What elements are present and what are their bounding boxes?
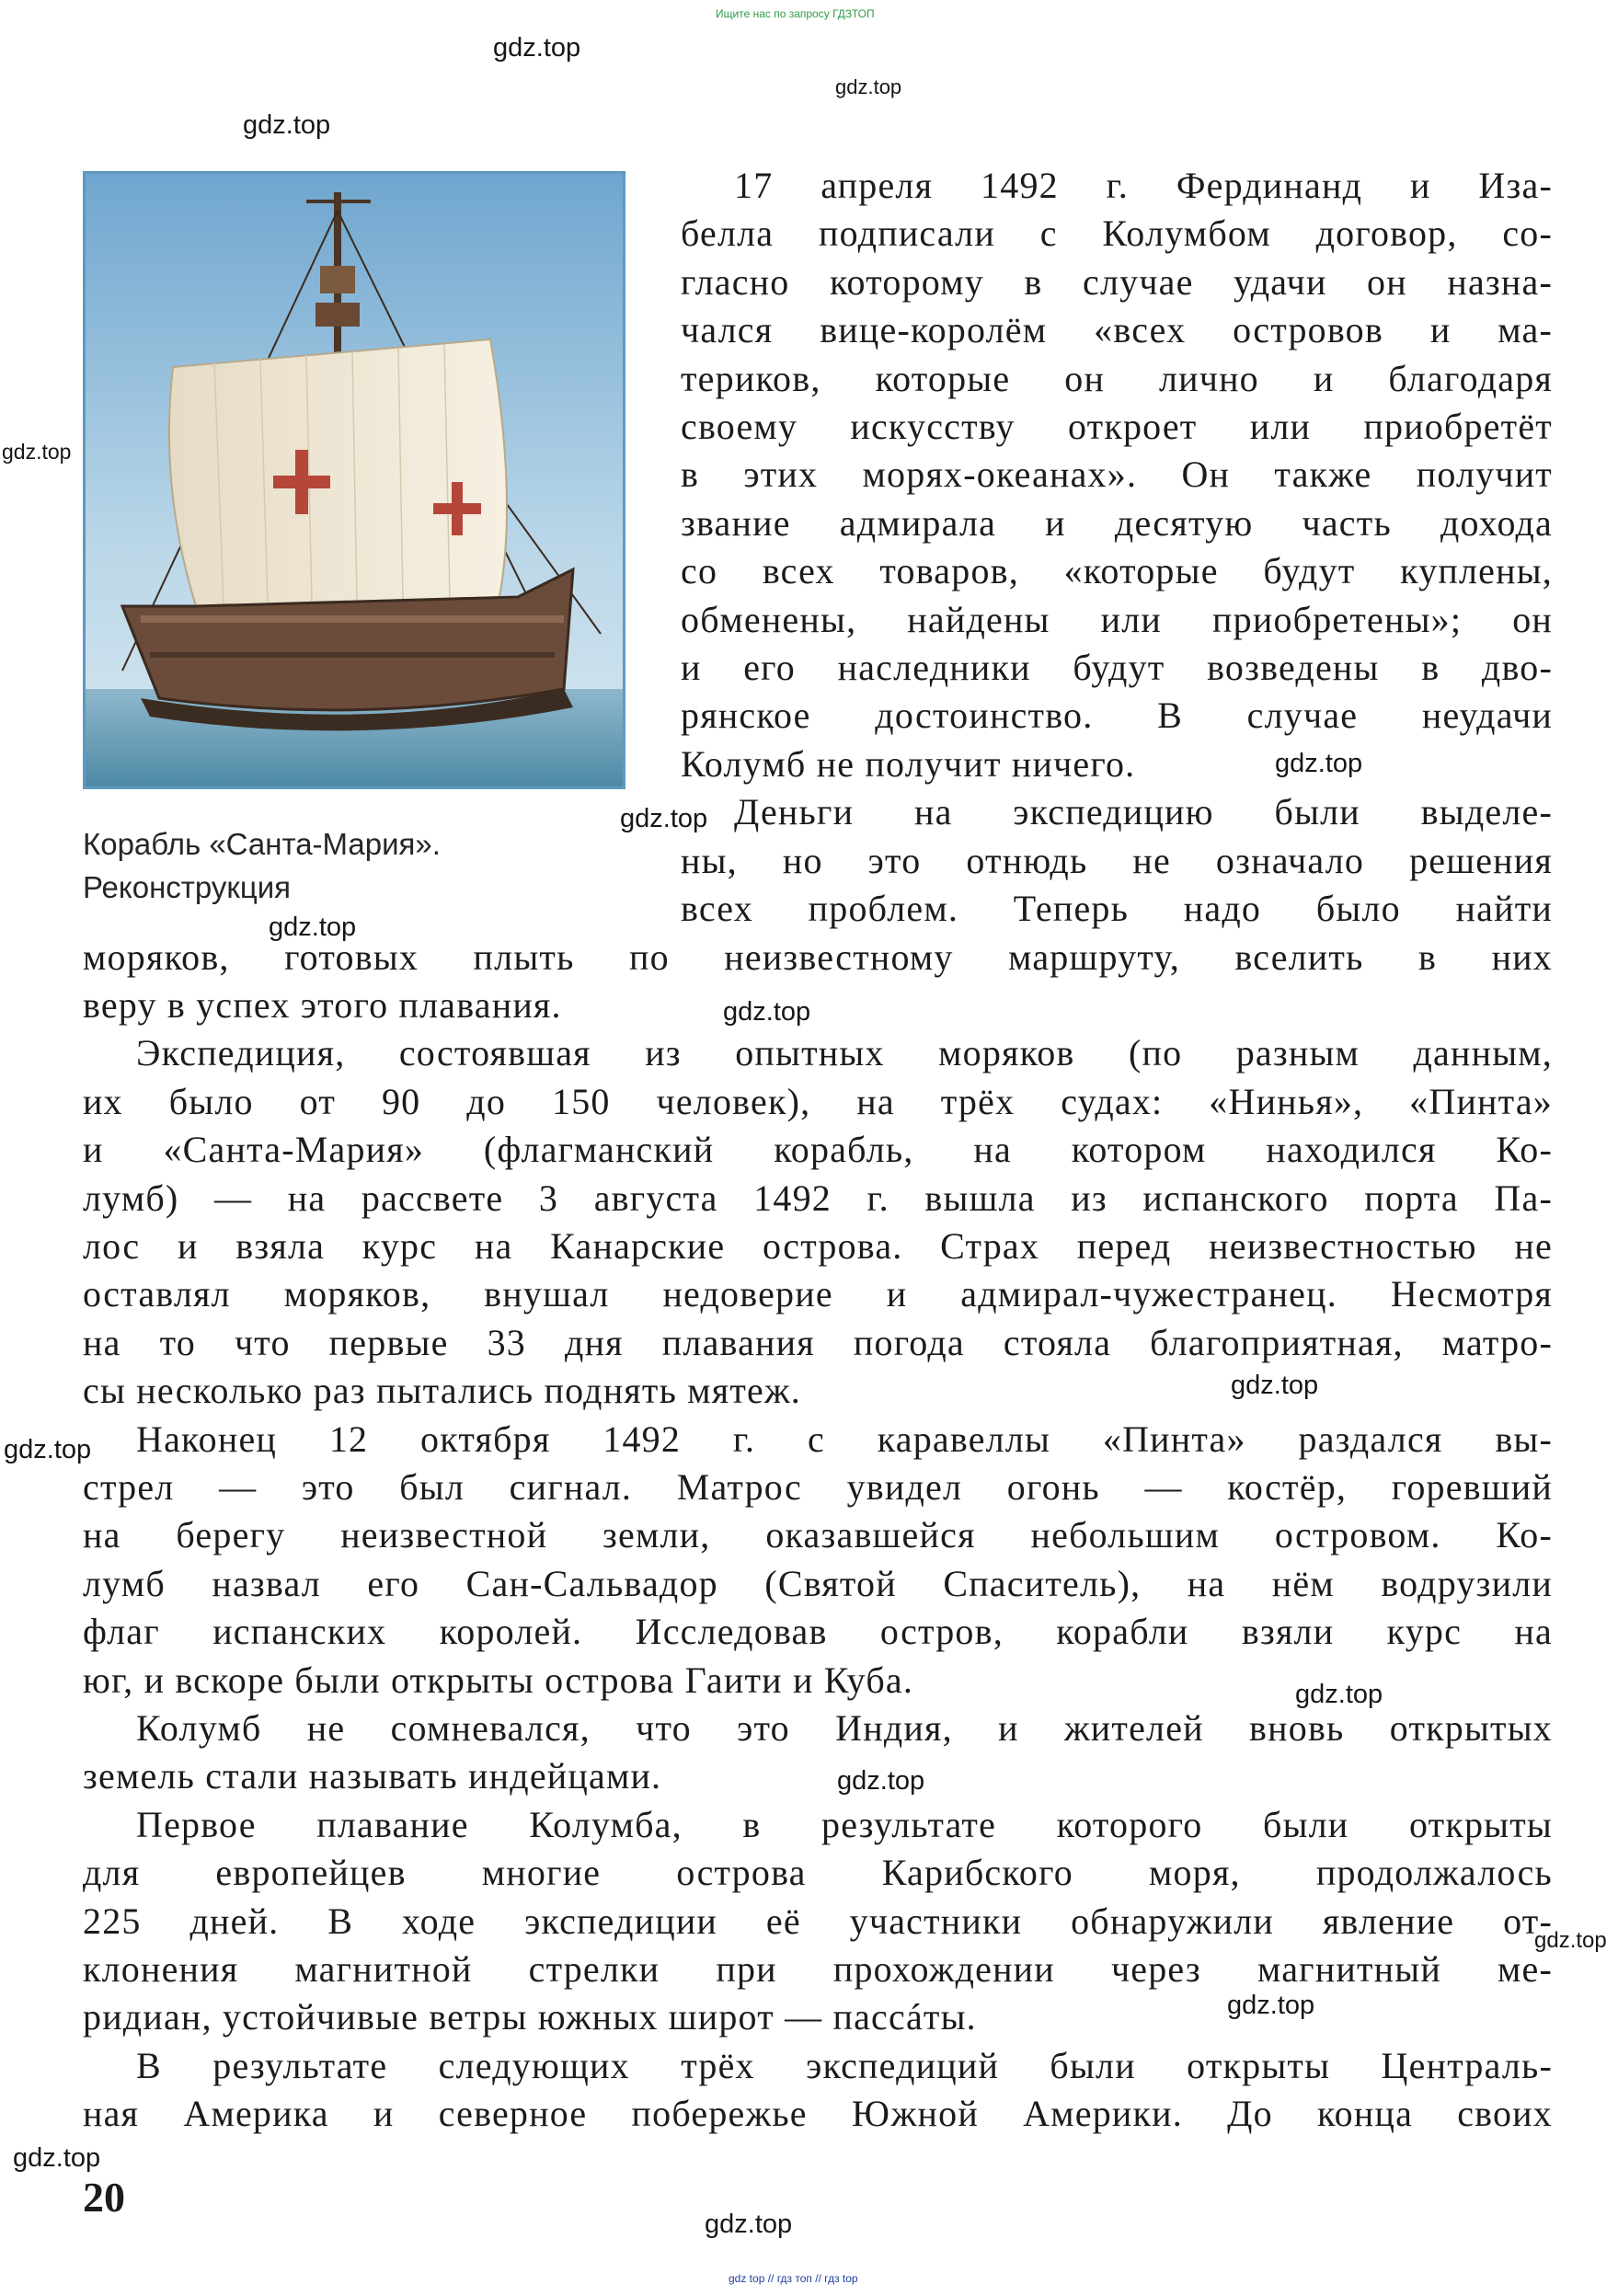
watermark: gdz.top bbox=[1534, 1928, 1607, 1953]
text-line: чался вице-королём «всех островов и ма- bbox=[681, 309, 1553, 351]
text-line: веру в успех этого плавания. bbox=[83, 983, 562, 1026]
text-line: всех проблем. Теперь надо было найти bbox=[681, 888, 1553, 930]
text-line: лумб назвал его Сан-Сальвадор (Святой Спаситель), на нём водрузили bbox=[83, 1562, 1553, 1604]
text-line: 17 апреля 1492 г. Фердинанд и Иза- bbox=[734, 165, 1553, 206]
text-line: стрел — это был сигнал. Матрос увидел огонь — костёр, горевший bbox=[83, 1465, 1553, 1508]
watermark: gdz.top bbox=[705, 2210, 793, 2239]
text-line: Колумб не сомневался, что это Индия, и жителей вновь открытых bbox=[136, 1707, 1553, 1749]
text-line: юг, и вскоре были открыты острова Гаити и Куба. bbox=[83, 1659, 914, 1701]
watermark: gdz.top bbox=[1231, 1371, 1319, 1400]
text-line: для европейцев многие острова Карибского моря, продолжалось bbox=[83, 1852, 1553, 1894]
watermark: gdz.top bbox=[243, 110, 331, 140]
text-line: сы несколько раз пытались поднять мятеж. bbox=[83, 1370, 802, 1412]
text-line: клонения магнитной стрелки при прохождении через магнитный ме- bbox=[83, 1948, 1553, 1991]
watermark: gdz.top bbox=[1275, 749, 1363, 778]
text-line: на то что первые 33 дня плавания погода стояла благоприятная, матро- bbox=[83, 1321, 1553, 1363]
text-line: лумб) — на рассвете 3 августа 1492 г. вышла из испанского порта Па- bbox=[83, 1177, 1553, 1219]
text-line: флаг испанских королей. Исследовав остров, корабли взяли курс на bbox=[83, 1611, 1553, 1653]
text-line: в этих морях-океанах». Он также получит bbox=[681, 453, 1553, 496]
watermark: gdz.top bbox=[837, 1766, 925, 1796]
text-line: Первое плавание Колумба, в результате которого были открыты bbox=[136, 1803, 1553, 1845]
text-line: Экспедиция, состоявшая из опытных моряков (по разным данным, bbox=[136, 1032, 1553, 1074]
text-line: и «Санта-Мария» (флагманский корабль, на котором находился Ко- bbox=[83, 1129, 1553, 1171]
text-line: на берегу неизвестной земли, оказавшейся небольшим островом. Ко- bbox=[83, 1514, 1553, 1556]
text-line: обменены, найдены или приобретены»; он bbox=[681, 598, 1553, 640]
text-line: со всех товаров, «которые будут куплены, bbox=[681, 550, 1553, 592]
watermark: gdz.top bbox=[269, 913, 357, 942]
page-number: 20 bbox=[83, 2174, 125, 2221]
caption-line: Корабль «Санта-Мария». bbox=[83, 827, 441, 861]
watermark: gdz.top bbox=[1227, 1991, 1315, 2020]
text-line: оставлял моряков, внушал недоверие и адмирал-чужестранец. Несмотря bbox=[83, 1273, 1553, 1315]
text-line: Наконец 12 октября 1492 г. с каравеллы «Пинта» раздался вы- bbox=[136, 1418, 1553, 1460]
text-line: 225 дней. В ходе экспедиции её участники обнаружили явление от- bbox=[83, 1900, 1553, 1942]
watermark: gdz.top bbox=[4, 1435, 92, 1464]
watermark: gdz.top bbox=[1295, 1680, 1383, 1709]
text-line: земель стали называть индейцами. bbox=[83, 1755, 662, 1797]
text-line: белла подписали с Колумбом договор, со- bbox=[681, 212, 1553, 255]
top-watermark-note: Ищите нас по запросу ГДЗТОП bbox=[716, 7, 875, 20]
text-line: рянское достоинство. В случае неудачи bbox=[681, 695, 1553, 737]
text-line: Колумб не получит ничего. bbox=[681, 742, 1136, 785]
text-line: гласно которому в случае удачи он назна- bbox=[681, 260, 1553, 303]
text-line: Деньги на экспедицию были выделе- bbox=[734, 791, 1553, 833]
watermark: gdz.top bbox=[13, 2143, 101, 2173]
footer-watermark-note: gdz top // гдз топ // гдз top bbox=[729, 2272, 858, 2285]
text-line: и его наследники будут возведены в дво- bbox=[681, 647, 1553, 689]
text-line: ридиан, устойчивые ветры южных широт — пассáты. bbox=[83, 1996, 977, 2038]
text-line: лос и взяла курс на Канарские острова. Страх перед неизвестностью не bbox=[83, 1224, 1553, 1267]
text-line: моряков, готовых плыть по неизвестному маршруту, вселить в них bbox=[83, 936, 1553, 978]
text-line: звание адмирала и десятую часть дохода bbox=[681, 501, 1553, 544]
watermark: gdz.top bbox=[493, 33, 581, 63]
watermark: gdz.top bbox=[835, 75, 902, 98]
text-line: териков, которые он лично и благодаря bbox=[681, 357, 1553, 399]
watermark: gdz.top bbox=[620, 804, 708, 833]
watermark: gdz.top bbox=[2, 440, 72, 464]
text-line: их было от 90 до 150 человек), на трёх судах: «Нинья», «Пинта» bbox=[83, 1080, 1553, 1122]
text-line: своему искусству откроет или приобретёт bbox=[681, 406, 1553, 448]
text-line: ны, но это отнюдь не означало решения bbox=[681, 839, 1553, 881]
text-line: ная Америка и северное побережье Южной Америки. До конца своих bbox=[83, 2093, 1553, 2135]
text-line: В результате следующих трёх экспедиций были открыты Централь- bbox=[136, 2044, 1553, 2086]
paragraph-1 bbox=[83, 162, 1553, 2139]
caption-line: Реконструкция bbox=[83, 870, 292, 904]
watermark: gdz.top bbox=[723, 997, 811, 1027]
